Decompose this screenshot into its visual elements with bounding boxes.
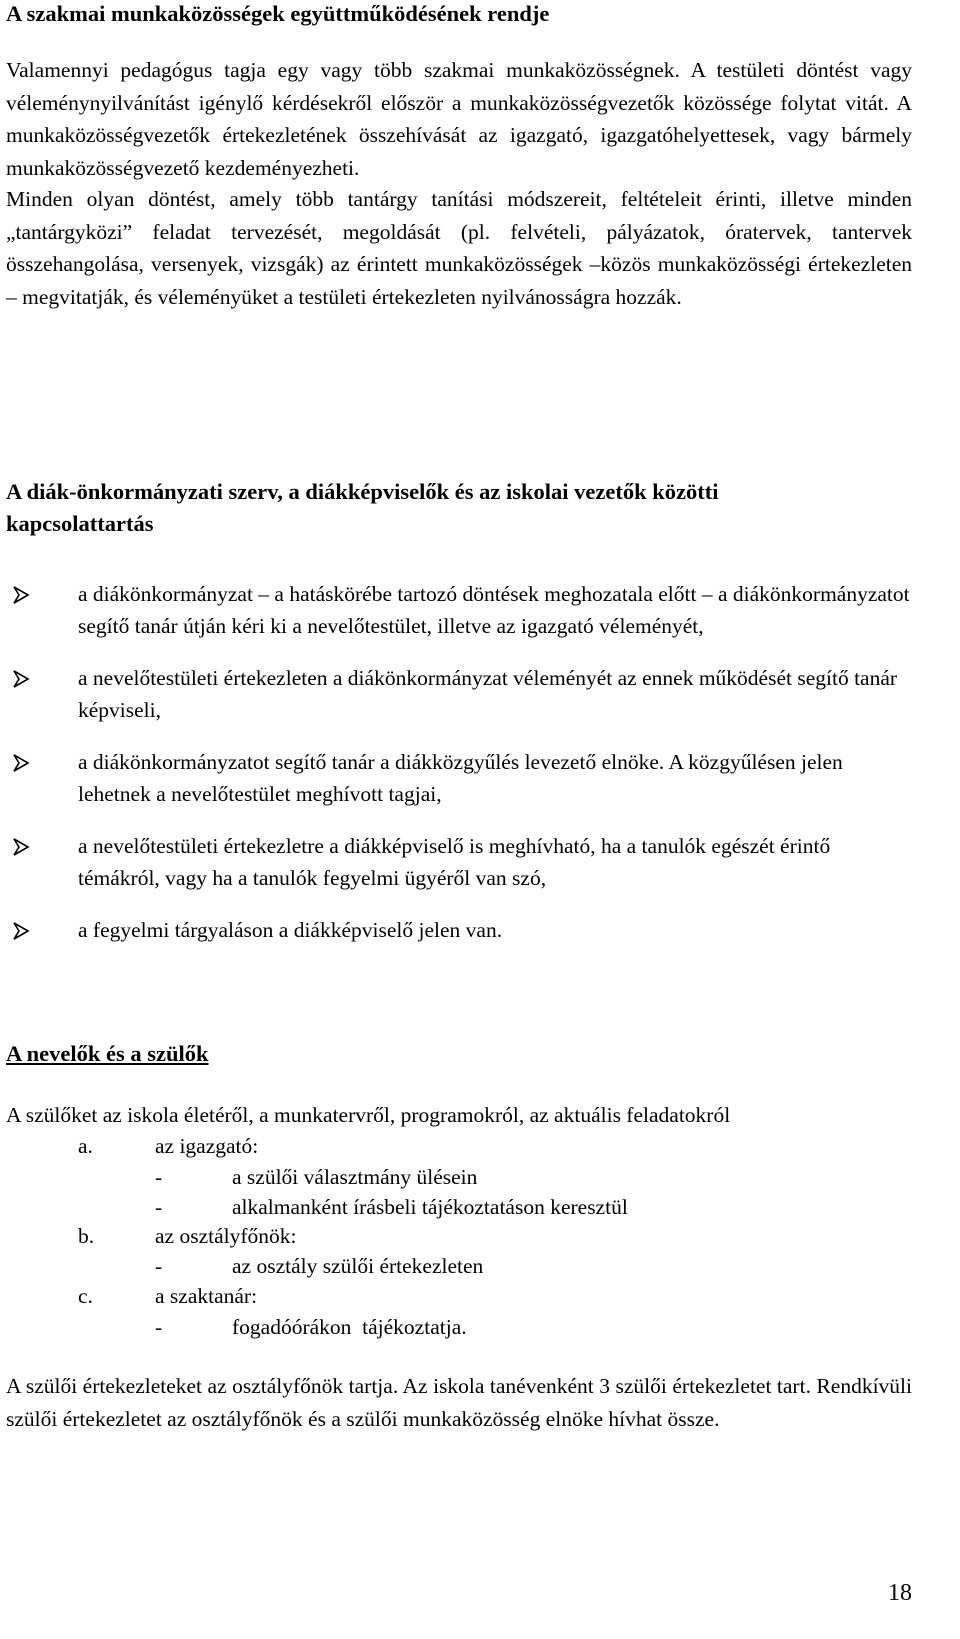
item-marker: a. bbox=[78, 1134, 93, 1158]
arrowhead-bullet-icon bbox=[12, 670, 30, 688]
bullet-text: a nevelőtestületi értekezletre a diákképviselő is meghívható, ha a tanulók egészét érintő témákról, vagy ha a tanulók fegyelmi ügyéről van szó, bbox=[78, 834, 831, 890]
paragraph-szulok-intro: A szülőket az iskola életéről, a munkatervről, programokról, az aktuális feladatokról bbox=[6, 1103, 731, 1127]
bullet-text: a diákönkormányzatot segítő tanár a diákközgyűlés levezető elnöke. A közgyűlésen jelen lehetnek a nevelőtestület meghívott tagjai, bbox=[78, 750, 843, 806]
paragraph-dontesek: Minden olyan döntést, amely több tantárgy tanítási módszereit, feltételeit érinti, illetve minden „tantárgyközi” feladat tervezését, megoldását (pl. felvételi, pályázatok, óratervek, tantervek összehangolása, versenyek, vizsgák) az érintett munkaközösségek –közös munkaközösségi értekezleten – megvitatják, és véleményüket a testületi értekezleten nyilvánosságra hozzák. bbox=[6, 187, 912, 309]
sub-item: alkalmanként írásbeli tájékoztatáson keresztül bbox=[232, 1195, 628, 1219]
bullet-text: a fegyelmi tárgyaláson a diákképviselő jelen van. bbox=[78, 918, 503, 942]
paragraph-szuloi-ertekezlet: A szülői értekezleteket az osztályfőnök tartja. Az iskola tanévenként 3 szülői értekezletet tart. Rendkívüli szülői értekezletet az osztályfőnök és a szülői munkaközösség elnöke hívhat össze. bbox=[6, 1374, 912, 1431]
item-label: a szaktanár: bbox=[155, 1284, 258, 1308]
bullet-text: a diákönkormányzat – a hatáskörébe tartozó döntések meghozatala előtt – a diákönkormányzatot segítő tanár útján kéri ki a nevelőtestület, illetve az igazgató véleményét, bbox=[78, 582, 910, 638]
list-item bbox=[6, 578, 912, 642]
item-label: az igazgató: bbox=[155, 1134, 259, 1158]
list-item bbox=[6, 830, 912, 894]
sub-dash: - bbox=[155, 1165, 163, 1189]
sub-dash: - bbox=[155, 1254, 163, 1278]
sub-dash: - bbox=[155, 1315, 163, 1339]
list-item bbox=[6, 914, 912, 946]
section-title-line-2: kapcsolattartás bbox=[6, 511, 154, 536]
section-title-diakonkormanyzat bbox=[6, 476, 719, 540]
arrowhead-bullet-icon bbox=[12, 838, 30, 856]
section-title-szakmai: A szakmai munkaközösségek együttműködésének rendje bbox=[6, 1, 550, 26]
sub-item: az osztály szülői értekezleten bbox=[232, 1254, 484, 1278]
section-title-line-1: A diák-önkormányzati szerv, a diákképviselők és az iskolai vezetők közötti bbox=[6, 479, 719, 504]
list-item bbox=[6, 662, 912, 726]
paragraph-munkakozossegek: Valamennyi pedagógus tagja egy vagy több szakmai munkaközösségnek. A testületi döntést vagy véleménynyilvánítást igénylő kérdésekről először a munkaközösségvezetők közössége folytat vitát. A munkaközösségvezetők értekezletének összehívását az igazgató, igazgatóhelyettesek, vagy bármely munkaközösségvezető kezdeményezheti. bbox=[6, 58, 912, 180]
arrowhead-bullet-icon bbox=[12, 586, 30, 604]
page-number: 18 bbox=[888, 1580, 912, 1606]
sub-item: a szülői választmány ülésein bbox=[232, 1165, 478, 1189]
sub-dash: - bbox=[155, 1195, 163, 1219]
item-label: az osztályfőnök: bbox=[155, 1224, 297, 1248]
list-item bbox=[6, 746, 912, 810]
bullet-text: a nevelőtestületi értekezleten a diákönkormányzat véleményét az ennek működését segítő tanár képviseli, bbox=[78, 666, 898, 722]
item-marker: c. bbox=[78, 1284, 93, 1308]
sub-item: fogadóórákon tájékoztatja. bbox=[232, 1315, 467, 1339]
section-title-nevelok-szulok: A nevelők és a szülők bbox=[6, 1041, 209, 1066]
bullet-list bbox=[6, 578, 912, 946]
arrowhead-bullet-icon bbox=[12, 754, 30, 772]
arrowhead-bullet-icon bbox=[12, 922, 30, 940]
item-marker: b. bbox=[78, 1224, 95, 1248]
